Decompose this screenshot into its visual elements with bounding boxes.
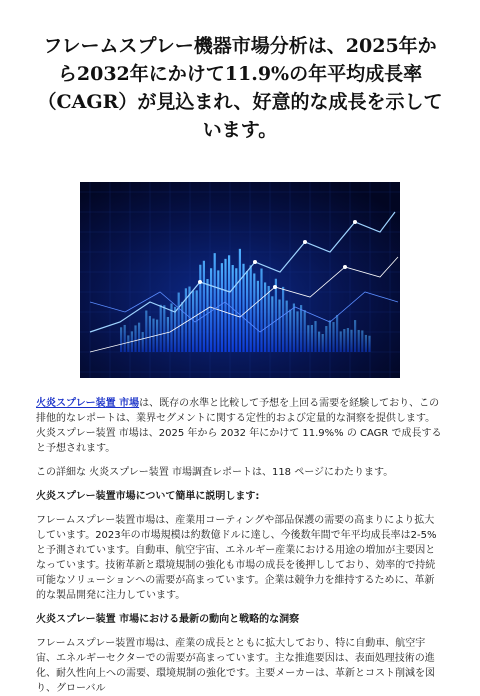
hero-bar <box>264 282 266 352</box>
section-paragraph-overview: フレームスプレー装置市場は、産業用コーティングや部品保護の需要の高まりにより拡大しています。2023年の市場規模は約数億ドルに達し、今後数年間で年平均成長率は2-5%と予測されています。自動車、航空宇宙、エネルギー産業における用途の増加が主要因となっています。技術革新と環境規制の強化も市場の成長を後押ししており、効率的で持続可能なソリューションへの需要が高まっています。企業は競争力を維持するために、革新的な製品開発に注力しています。 <box>36 515 437 601</box>
intro-paragraph <box>36 396 444 456</box>
hero-bar <box>318 332 320 352</box>
hero-bar <box>149 316 151 352</box>
hero-bar <box>304 310 306 352</box>
hero-bar <box>127 335 129 352</box>
hero-bar <box>253 273 255 352</box>
report-pages-paragraph: この詳細な 火炎スプレー装置 市場調査レポートは、118 ページにわたります。 <box>36 467 394 478</box>
hero-bar <box>210 268 212 352</box>
hero-bar <box>160 305 162 352</box>
hero-bar <box>322 334 324 352</box>
hero-bar <box>343 329 345 352</box>
hero-bar <box>228 255 230 352</box>
hero-bar <box>286 301 288 352</box>
hero-bar <box>214 253 216 352</box>
hero-bar <box>336 315 338 352</box>
hero-chart-image <box>80 182 400 378</box>
hero-bar <box>296 311 298 352</box>
hero-point <box>273 285 277 289</box>
section-heading-overview: 火炎スプレー装置市場について簡単に説明します: <box>36 491 260 502</box>
hero-bar <box>142 332 144 352</box>
hero-bar <box>361 330 363 352</box>
hero-bar <box>325 326 327 352</box>
hero-bar <box>224 259 226 352</box>
hero-bar <box>239 249 241 352</box>
hero-bar <box>332 322 334 352</box>
hero-bar <box>217 270 219 352</box>
hero-bar <box>358 330 360 352</box>
hero-bar <box>268 286 270 352</box>
hero-bar <box>365 335 367 352</box>
hero-bar <box>311 325 313 352</box>
hero-bar <box>314 321 316 352</box>
hero-bar <box>203 261 205 352</box>
hero-bar <box>293 304 295 352</box>
intro-text: は、既存の水準と比較して予想を上回る需要を経験しており、この排他的なレポートは、業界セグメントに関する定性的および定量的な洞察を提供します。 火炎スプレー装置 市場は、2025 年から 2032 年にかけて 11.9%% の CAGR で成長すると予想されます。 <box>36 398 442 454</box>
hero-bar <box>329 320 331 352</box>
article-title: フレームスプレー機器市場分析は、2025年から2032年にかけて11.9%の年平均成長率（CAGR）が見込まれ、好意的な成長を示しています。 <box>37 35 443 141</box>
hero-bar <box>257 281 259 352</box>
hero-bar <box>307 325 309 352</box>
hero-bar <box>282 287 284 352</box>
hero-bar <box>300 305 302 352</box>
hero-bar <box>340 331 342 352</box>
hero-bar <box>138 323 140 352</box>
hero-bar <box>120 327 122 352</box>
hero-bar <box>368 336 370 352</box>
hero-point <box>253 260 257 264</box>
hero-bar <box>152 319 154 352</box>
hero-bar <box>235 268 237 352</box>
section-heading-trends: 火炎スプレー装置 市場における最新の動向と戦略的な洞察 <box>36 614 300 625</box>
hero-bar <box>124 325 126 352</box>
hero-point <box>353 220 357 224</box>
hero-bar <box>199 265 201 352</box>
hero-bar <box>221 263 223 352</box>
hero-bar <box>350 330 352 352</box>
hero-bar <box>354 320 356 352</box>
hero-bar <box>178 293 180 352</box>
hero-bar <box>181 302 183 352</box>
market-link[interactable]: 火炎スプレー装置 市場 <box>36 398 140 409</box>
hero-bar <box>278 300 280 352</box>
hero-bar <box>275 279 277 352</box>
hero-bar <box>145 311 147 352</box>
hero-bar <box>163 305 165 352</box>
hero-bar <box>167 317 169 352</box>
hero-point <box>198 280 202 284</box>
hero-bar <box>206 279 208 352</box>
hero-point <box>343 265 347 269</box>
hero-point <box>303 240 307 244</box>
hero-bar <box>289 310 291 352</box>
hero-bar <box>347 328 349 352</box>
section-paragraph-trends: フレームスプレー装置市場は、産業の成長とともに拡大しており、特に自動車、航空宇宙、エネルギーセクターでの需要が高まっています。主な推進要因は、表面処理技術の進化、耐久性向上への需要、環境規制の強化です。主要メーカーは、革新とコスト削減を図り、グローバル <box>36 638 435 694</box>
hero-bar <box>134 325 136 352</box>
hero-bar <box>260 269 262 352</box>
